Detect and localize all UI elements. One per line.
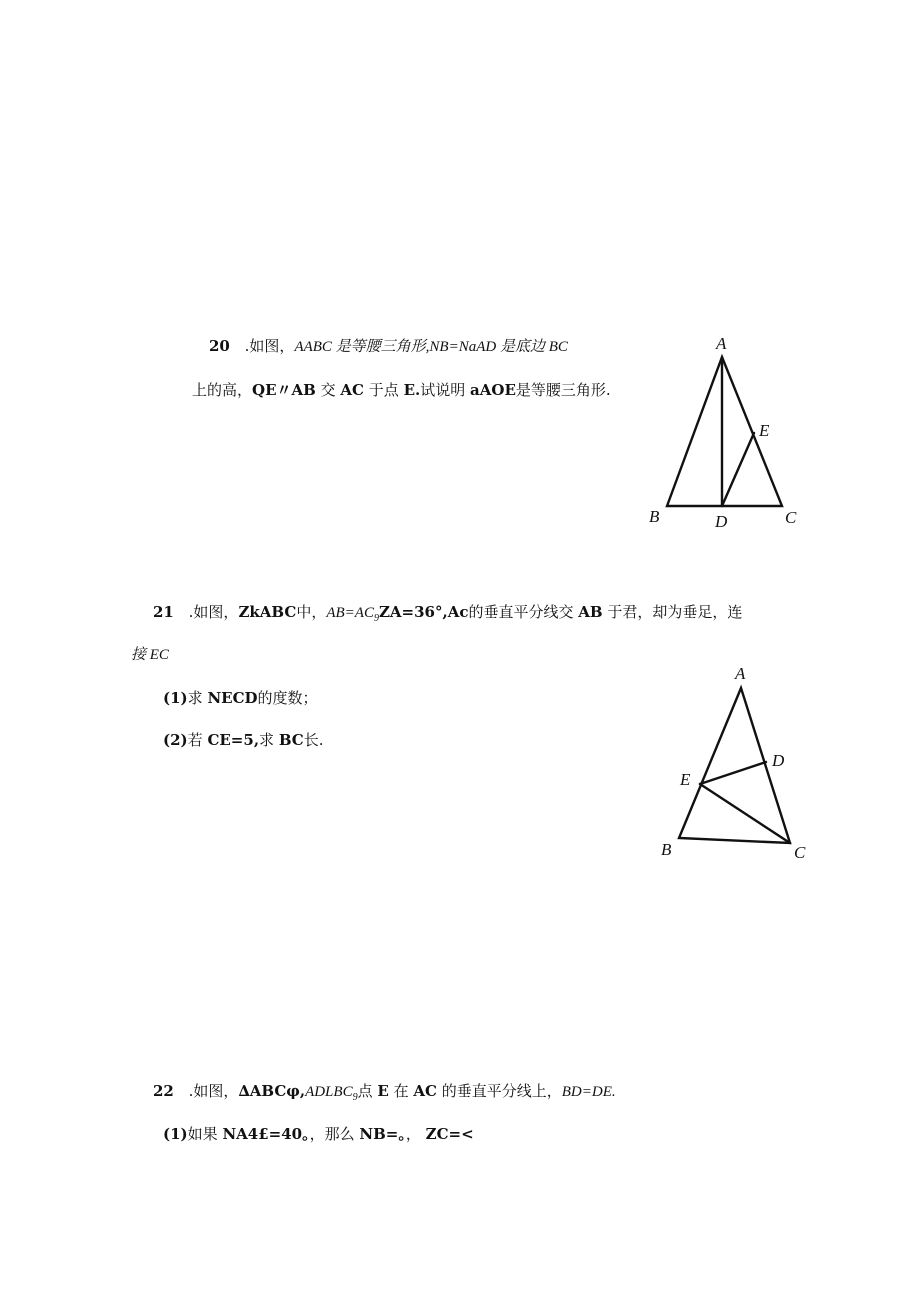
text: 点: [357, 1082, 373, 1100]
text: AC: [413, 1082, 437, 1100]
text: .如图，: [188, 1082, 239, 1100]
label-a: A: [716, 334, 727, 353]
text: 求: [259, 731, 275, 749]
text: 试说明: [420, 381, 466, 399]
text: 是等腰三角形.: [515, 381, 611, 399]
text: NB=。: [359, 1125, 406, 1143]
text: .如图，: [244, 337, 295, 355]
text: 中，: [296, 603, 327, 621]
text: .如图，: [188, 603, 239, 621]
question-number: (2): [163, 731, 188, 749]
text: BD=DE.: [561, 1084, 616, 1100]
text: E.: [403, 381, 421, 399]
problem-22-question-1: [163, 1124, 474, 1144]
problem-number: 22: [153, 1082, 174, 1100]
label-c: C: [794, 843, 806, 862]
text: 上的高，: [192, 381, 253, 399]
text: AB: [578, 603, 603, 621]
problem-22-line-1: [153, 1081, 616, 1108]
text: 的垂直平分线交: [468, 603, 574, 621]
text: 9: [373, 613, 379, 624]
text: NECD: [207, 689, 258, 707]
text: E: [377, 1082, 389, 1100]
text: ，: [405, 1125, 421, 1143]
text: 的垂直平分线上，: [441, 1082, 562, 1100]
problem-number: 21: [153, 603, 174, 621]
segment-ec: [700, 784, 790, 843]
text: 若: [187, 731, 203, 749]
question-number: (1): [163, 1125, 188, 1143]
text: ，那么: [309, 1125, 355, 1143]
text: aAOE: [470, 381, 516, 399]
text: 9: [352, 1092, 358, 1103]
label-e: E: [680, 770, 691, 789]
text: 于君，却为垂足，连: [607, 603, 743, 621]
text: ZA=36°,Ac: [378, 603, 469, 621]
text: AABC 是等腰三角形,NB=NaAD 是底边 BC: [294, 339, 568, 355]
text: ZC=<: [425, 1125, 474, 1143]
label-d: D: [715, 512, 728, 531]
question-number: (1): [163, 689, 188, 707]
label-c: C: [785, 508, 797, 527]
text: AC: [340, 381, 364, 399]
text: 于点: [368, 381, 399, 399]
label-b: B: [661, 840, 672, 859]
text: 如果: [187, 1125, 218, 1143]
text: 交: [320, 381, 336, 399]
text: CE=5,: [207, 731, 260, 749]
text: ZkABC: [238, 603, 297, 621]
text: BC: [278, 731, 304, 749]
text: AB=AC: [326, 605, 374, 621]
text: 长.: [303, 731, 324, 749]
text: ∆ABCφ,: [238, 1082, 306, 1100]
label-b: B: [649, 507, 660, 526]
problem-number: 20: [209, 337, 230, 355]
label-e: E: [759, 421, 770, 440]
text: 的度数；: [257, 689, 318, 707]
text: ADLBC: [305, 1084, 353, 1100]
label-d: D: [772, 751, 785, 770]
text: 在: [393, 1082, 409, 1100]
text: NA4£=40。: [222, 1125, 310, 1143]
problem-21-line-2: 接 EC: [131, 647, 169, 663]
text: QE〃AB: [252, 381, 316, 399]
text: 求: [187, 689, 203, 707]
label-a: A: [735, 664, 746, 683]
